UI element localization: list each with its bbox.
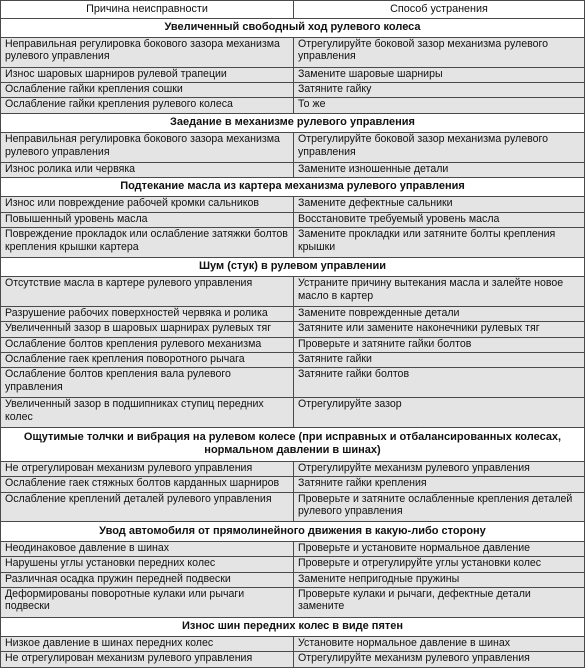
cause-cell: Увеличенный зазор в шаровых шарнирах рулевых тяг [1,322,294,337]
cause-cell: Износ или повреждение рабочей кромки сальников [1,197,294,212]
cause-cell: Не отрегулирован механизм рулевого управления [1,461,294,476]
remedy-cell: Отрегулируйте зазор [294,398,585,428]
table-row [1,587,585,617]
cause-cell: Неодинаковое давление в шинах [1,541,294,556]
section-row [1,522,585,541]
table-row [1,652,585,668]
table-body [1,18,585,668]
remedy-cell: Проверьте и затяните ослабленные крепления деталей рулевого управления [294,492,585,522]
remedy-cell: Затяните или замените наконечники рулевых тяг [294,322,585,337]
section-title: Шум (стук) в рулевом управлении [1,257,585,276]
table-row [1,228,585,258]
cause-cell: Ослабление болтов крепления вала рулевого управления [1,368,294,398]
table-row [1,461,585,476]
table-row [1,37,585,67]
cause-cell: Не отрегулирован механизм рулевого управления [1,652,294,668]
section-title: Износ шин передних колес в виде пятен [1,617,585,636]
cause-cell: Ослабление гайки крепления рулевого колеса [1,98,294,113]
section-row [1,617,585,636]
cause-cell: Ослабление гайки крепления сошки [1,82,294,97]
cause-cell: Деформированы поворотные кулаки или рычаги подвески [1,587,294,617]
remedy-cell: Замените непригодные пружины [294,572,585,587]
remedy-cell: Установите нормальное давление в шинах [294,636,585,651]
header-remedy: Способ устранения [294,1,585,19]
table-row [1,398,585,428]
table-row [1,477,585,492]
remedy-cell: Затяните гайки крепления [294,477,585,492]
table-row [1,212,585,227]
remedy-cell: Проверьте и установите нормальное давление [294,541,585,556]
remedy-cell: Устраните причину вытекания масла и залейте новое масло в картер [294,277,585,307]
section-row [1,427,585,461]
table-row [1,277,585,307]
remedy-cell: Замените поврежденные детали [294,306,585,321]
cause-cell: Разрушение рабочих поверхностей червяка и ролика [1,306,294,321]
table-row [1,98,585,113]
remedy-cell: Отрегулируйте боковой зазор механизма рулевого управления [294,37,585,67]
table-header [1,1,585,19]
remedy-cell: Отрегулируйте механизм рулевого управления [294,461,585,476]
section-row [1,178,585,197]
section-title: Ощутимые толчки и вибрация на рулевом колесе (при исправных и отбалансированных колесах, нормальном давлении в шинах) [1,427,585,461]
table-row [1,636,585,651]
remedy-cell: Затяните гайки [294,353,585,368]
cause-cell: Увеличенный зазор в подшипниках ступиц передних колес [1,398,294,428]
remedy-cell: Замените изношенные детали [294,162,585,177]
remedy-cell: Проверьте и отрегулируйте углы установки колес [294,557,585,572]
table-row [1,133,585,163]
cause-cell: Износ шаровых шарниров рулевой трапеции [1,67,294,82]
remedy-cell: Проверьте и затяните гайки болтов [294,337,585,352]
cause-cell: Нарушены углы установки передних колес [1,557,294,572]
table-row [1,67,585,82]
table-row [1,541,585,556]
cause-cell: Износ ролика или червяка [1,162,294,177]
cause-cell: Ослабление болтов крепления рулевого механизма [1,337,294,352]
remedy-cell: Проверьте кулаки и рычаги, дефектные детали замените [294,587,585,617]
remedy-cell: То же [294,98,585,113]
remedy-cell: Замените шаровые шарниры [294,67,585,82]
section-title: Заедание в механизме рулевого управления [1,113,585,132]
cause-cell: Повышенный уровень масла [1,212,294,227]
table-row [1,353,585,368]
header-row [1,1,585,19]
table-row [1,492,585,522]
remedy-cell: Затяните гайку [294,82,585,97]
section-row [1,18,585,37]
cause-cell: Низкое давление в шинах передних колес [1,636,294,651]
cause-cell: Неправильная регулировка бокового зазора механизма рулевого управления [1,37,294,67]
remedy-cell: Отрегулируйте механизм рулевого управления [294,652,585,668]
remedy-cell: Восстановите требуемый уровень масла [294,212,585,227]
table-row [1,82,585,97]
remedy-cell: Отрегулируйте боковой зазор механизма рулевого управления [294,133,585,163]
header-cause: Причина неисправности [1,1,294,19]
section-title: Увод автомобиля от прямолинейного движения в какую-либо сторону [1,522,585,541]
section-row [1,257,585,276]
cause-cell: Повреждение прокладок или ослабление затяжки болтов крепления крышки картера [1,228,294,258]
section-title: Увеличенный свободный ход рулевого колеса [1,18,585,37]
section-row [1,113,585,132]
cause-cell: Ослабление креплений деталей рулевого управления [1,492,294,522]
cause-cell: Отсутствие масла в картере рулевого управления [1,277,294,307]
table-row [1,306,585,321]
table-row [1,337,585,352]
remedy-cell: Затяните гайки болтов [294,368,585,398]
table-row [1,368,585,398]
table-row [1,557,585,572]
remedy-cell: Замените дефектные сальники [294,197,585,212]
table-row [1,572,585,587]
cause-cell: Неправильная регулировка бокового зазора механизма рулевого управления [1,133,294,163]
cause-cell: Ослабление гаек крепления поворотного рычага [1,353,294,368]
section-title: Подтекание масла из картера механизма рулевого управления [1,178,585,197]
table-row [1,322,585,337]
cause-cell: Ослабление гаек стяжных болтов карданных шарниров [1,477,294,492]
table-row [1,162,585,177]
cause-cell: Различная осадка пружин передней подвески [1,572,294,587]
remedy-cell: Замените прокладки или затяните болты крепления крышки [294,228,585,258]
table-row [1,197,585,212]
